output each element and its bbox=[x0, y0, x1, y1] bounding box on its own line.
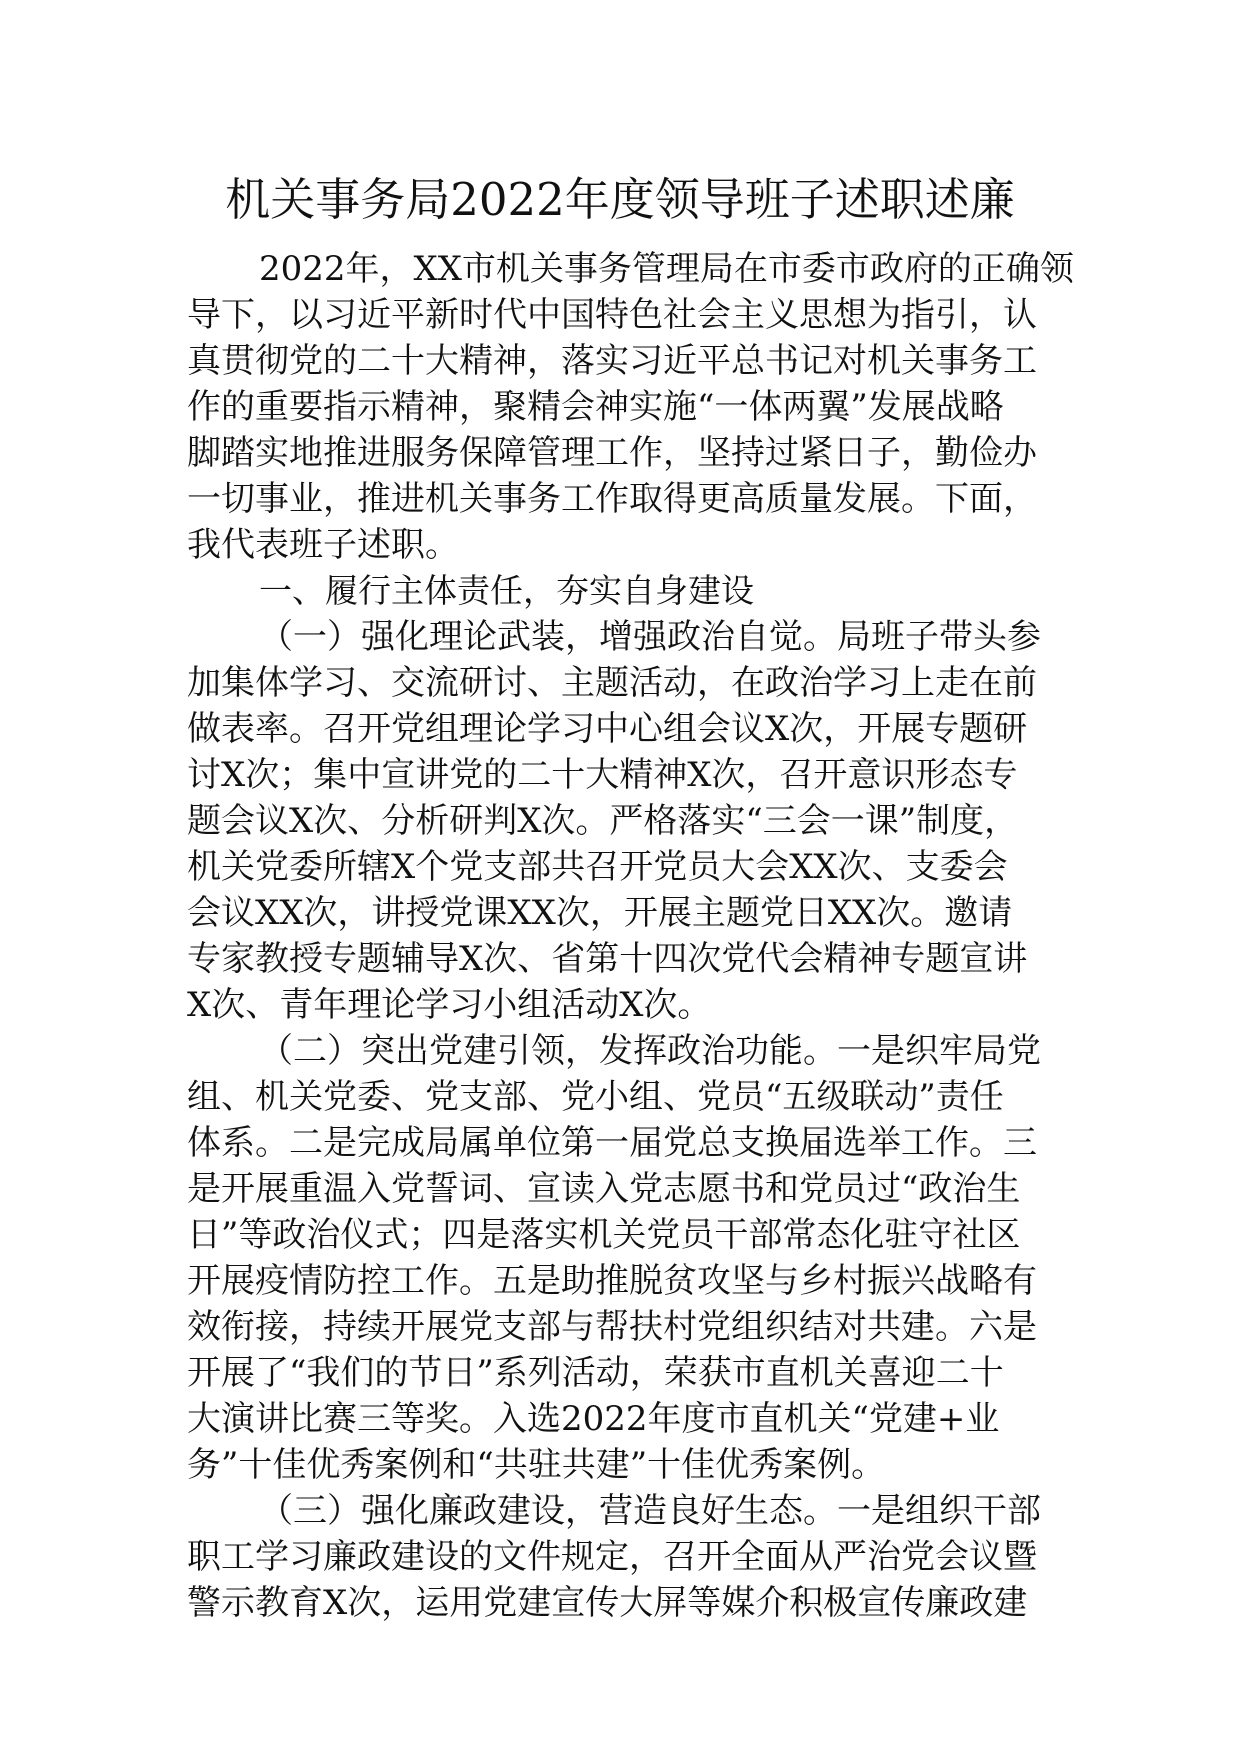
text-line: 导下，以习近平新时代中国特色社会主义思想为指引，认 bbox=[187, 295, 1037, 335]
text-line: 务”十佳优秀案例和“共驻共建”十佳优秀案例。 bbox=[187, 1445, 886, 1485]
document-title: 机关事务局2022年度领导班子述职述廉 bbox=[225, 173, 1015, 226]
text-line: 组、机关党委、党支部、党小组、党员“五级联动”责任 bbox=[187, 1077, 1004, 1117]
text-line: （二）突出党建引领，发挥政治功能。一是织牢局党 bbox=[259, 1031, 1041, 1071]
text-line: 会议XX次，讲授党课XX次，开展主题党日XX次。邀请 bbox=[187, 893, 1013, 933]
text-line: 题会议X次、分析研判X次。严格落实“三会一课”制度， bbox=[187, 801, 1019, 841]
text-line: 专家教授专题辅导X次、省第十四次党代会精神专题宣讲 bbox=[187, 939, 1028, 979]
text-line: 脚踏实地推进服务保障管理工作，坚持过紧日子，勤俭办 bbox=[187, 433, 1037, 473]
text-line: 加集体学习、交流研讨、主题活动，在政治学习上走在前 bbox=[187, 663, 1037, 703]
text-line: 大演讲比赛三等奖。入选2022年度市直机关“党建+业 bbox=[187, 1399, 1000, 1439]
section-heading: 一、履行主体责任，夯实自身建设 bbox=[259, 571, 754, 610]
text-line: 职工学习廉政建设的文件规定，召开全面从严治党会议暨 bbox=[187, 1537, 1037, 1577]
text-line: 体系。二是完成局属单位第一届党总支换届选举工作。三 bbox=[187, 1123, 1037, 1163]
text-line: 做表率。召开党组理论学习中心组会议X次，开展专题研 bbox=[187, 709, 1028, 749]
text-line: 一切事业，推进机关事务工作取得更高质量发展。下面， bbox=[187, 479, 1037, 519]
text-line: 效衔接，持续开展党支部与帮扶村党组织结对共建。六是 bbox=[187, 1307, 1037, 1347]
text-line: 真贯彻党的二十大精神，落实习近平总书记对机关事务工 bbox=[187, 341, 1037, 381]
text-line: 警示教育X次，运用党建宣传大屏等媒介积极宣传廉政建 bbox=[187, 1583, 1028, 1623]
text-line: 是开展重温入党誓词、宣读入党志愿书和党员过“政治生 bbox=[187, 1169, 1021, 1209]
text-line: 讨X次；集中宣讲党的二十大精神X次，召开意识形态专 bbox=[187, 755, 1018, 795]
text-line: 2022年，XX市机关事务管理局在市委市政府的正确领 bbox=[259, 249, 1074, 289]
text-line: （一）强化理论武装，增强政治自觉。局班子带头参 bbox=[259, 617, 1041, 657]
text-line: 日”等政治仪式；四是落实机关党员干部常态化驻守社区 bbox=[187, 1215, 1021, 1255]
text-line: 我代表班子述职。 bbox=[187, 525, 459, 565]
text-line: （三）强化廉政建设，营造良好生态。一是组织干部 bbox=[259, 1491, 1041, 1531]
text-line: X次、青年理论学习小组活动X次。 bbox=[187, 985, 712, 1025]
text-line: 机关党委所辖X个党支部共召开党员大会XX次、支委会 bbox=[187, 847, 1008, 887]
text-line: 开展了“我们的节日”系列活动，荣获市直机关喜迎二十 bbox=[187, 1353, 1004, 1393]
text-line: 开展疫情防控工作。五是助推脱贫攻坚与乡村振兴战略有 bbox=[187, 1261, 1037, 1301]
document-body bbox=[187, 246, 1087, 1626]
text-line: 作的重要指示精神，聚精会神实施“一体两翼”发展战略 bbox=[187, 387, 1004, 427]
